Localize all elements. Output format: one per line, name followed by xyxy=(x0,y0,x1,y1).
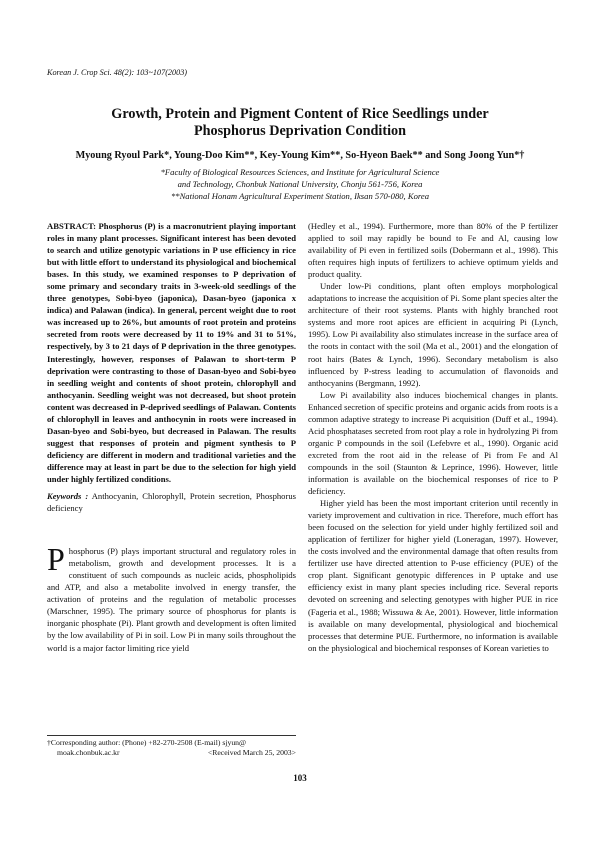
right-column xyxy=(308,220,558,654)
introduction-paragraph xyxy=(47,541,296,653)
left-column xyxy=(47,220,296,654)
footnote-email: moak.chonbuk.ac.kr xyxy=(57,748,120,758)
abstract: ABSTRACT: Phosphorus (P) is a macronutrient playing important roles in many plant processes. Significant interest has been devoted to search and utilize genotypic variations in P use efficiency in rice but with little effort to understand its physiological and biochemical bases. In this study, we examined responses to P deprivation of some primary and secondary traits in 3-week-old seedlings of the three genotypes, Sobi-byeo (japonica), Dasan-byeo (japonica x indica) and Palawan (indica). In general, percent weight due to root was increased up to 26%, but amounts of root protein and proteins secreted from roots were decreased by 11 to 19% and 31 to 51%, respectively, by 3 to 21 days of P deprivation in the three genotypes. Interestingly, however, responses of Palawan to short-term P deprivation were contrasting to those of Dasan-byeo and Sobi-byeo in seedling weight and contents of shoot protein, chlorophyll and anthocyanin. Seedling weight was not decreased, but shoot protein content was decreased in P-deprived seedlings of Palawan. Contents of chlorophyll in leaves and anthocynin in roots were increased in Dasan-byeo and Sobi-byeo, but decreased in Palawan. The results suggest that responses of protein and pigment synthesis to P deficiency are different in modern and traditional varieties and the difference may at least in part be due to the selection for high yield under highly fertilized conditions. xyxy=(47,221,296,484)
paper-title xyxy=(30,106,570,140)
journal-citation: Korean J. Crop Sci. 48(2): 103~107(2003) xyxy=(47,68,188,77)
keywords-label: Keywords : xyxy=(47,491,89,502)
title-line-1: Growth, Protein and Pigment Content of Rice Seedlings under xyxy=(111,106,489,122)
body-paragraph: (Hedley et al., 1994). Furthermore, more than 80% of the P fertilizer applied to soil may rapidly be bound to Fe and Al, causing low availability of Pi even in fertilized soils (Dobermann et al., 1998). This often requires high inputs of fertilizers to achieve optimum yields and product quality. xyxy=(308,221,558,280)
keywords-text: Anthocyanin, Chlorophyll, Protein secretion, Phosphorus deficiency xyxy=(47,491,296,514)
body-paragraph: Higher yield has been the most important criterion until recently in variety improvement and cultivation in rice. Therefore, much effort has been focused on the selection for yield under highly fertilized soil and application of fertilizer for higher yield (Loneragan, 1997). However, the costs involved and the environmental damage that often results from fertilizer use have directed attention to P-use efficiency (PUE) of the crop plant. Significant genotypic differences in P uptake and use efficiency exist in many plant species including rice. Several reports devoted on screening and selecting genotypes with higher PUE in rice (Fageria et al., 1988; Wissuwa & Ae, 2001). However, little information is available on many developmental, physiological and biochemical processes that determine PUE. Furthermore, no information is available on the physiological and biochemical responses of Korean varieties to xyxy=(308,498,558,653)
footnote xyxy=(47,738,296,758)
body-paragraph: Low Pi availability also induces biochemical changes in plants. Enhanced secretion of specific proteins and organic acids from roots is a common adaptive strategy to increase Pi acquisition (Duff et al., 1994). Acid phosphatases secreted from root play a role in hydrolyzing Pi from organic P compounds in the soil (Lefebvre et al., 1990). Organic acid excreted from the root aid in the release of Pi from Fe and Al compounds in the soil (Staunton & Leprince, 1996). However, little information is available on the biochemical responses of rice to P deficiency. xyxy=(308,389,558,497)
introduction-text: hosphorus (P) plays important structural and regulatory roles in metabolism, growth and development processes. It is a constituent of such compounds as nucleic acids, phospholipids and ATP, and also a metabolite involved in energy transfer, the activation of proteins and the regulation of metabolic processes (Marschner, 1995). The primary source of phosphorus for plants is inorganic phosphate (Pi). Plant growth and development is often limited by the low availability of Pi in soil. Low Pi in many soils throughout the world is a major factor limiting rice yield xyxy=(47,546,296,653)
received-date: <Received March 25, 2003> xyxy=(207,748,296,758)
affiliations xyxy=(30,166,570,202)
footnote-divider xyxy=(47,735,296,736)
affiliation-line: *Faculty of Biological Resources Sciences, and Institute for Agricultural Science xyxy=(160,167,440,177)
footnote-line: †Corresponding author: (Phone) +82-270-2508 (E-mail) sjyun@ xyxy=(47,738,247,747)
affiliation-line: **National Honam Agricultural Experiment Station, Iksan 570-080, Korea xyxy=(170,191,430,201)
keywords xyxy=(47,490,296,514)
drop-cap: P xyxy=(47,541,65,578)
page-number: 103 xyxy=(293,773,307,783)
footnote-line xyxy=(47,748,296,758)
title-line-2: Phosphorus Deprivation Condition xyxy=(193,123,407,139)
affiliation-line: and Technology, Chonbuk National University, Chonju 561-756, Korea xyxy=(177,179,423,189)
body-paragraph: Under low-Pi conditions, plant often employs morphological adaptations to increase the acquisition of Pi. Some plant species alter the architecture of their root systems. Plants with highly branched root systems and more root apices are efficient in acquiring Pi (Lynch, 1995). Low Pi availability also stimulates increase in the surface area of the roots in contact with the soil (Ma et al., 2001) and the elongation of root hairs (Bates & Lynch, 1996). Secondary metabolism is also influenced by P-stress leading to accumulation of flavonoids and anthocyanins (Bergmann, 1992). xyxy=(308,281,558,388)
author-list: Myoung Ryoul Park*, Young-Doo Kim**, Key-Young Kim**, So-Hyeon Baek** and Song Joong Yun*† xyxy=(75,150,525,161)
